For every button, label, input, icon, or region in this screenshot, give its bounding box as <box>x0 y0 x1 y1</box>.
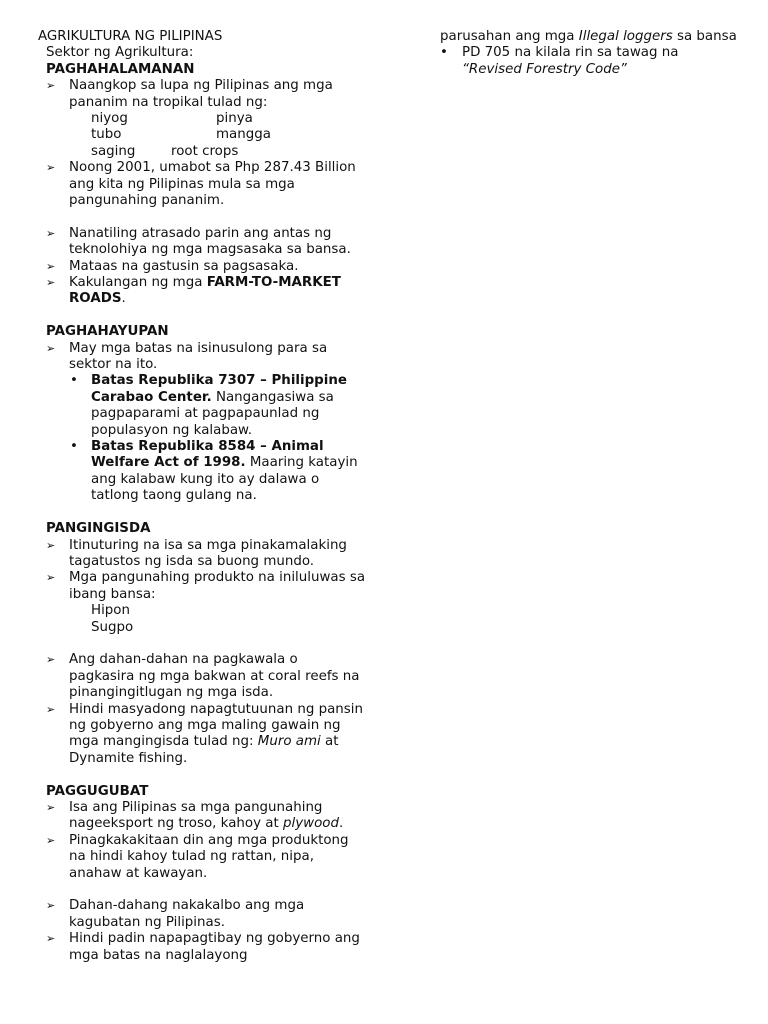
continued-text-italic: Illegal loggers <box>578 29 673 44</box>
list-item-italic-text: plywood <box>282 816 339 832</box>
product-name: Sugpo <box>91 619 134 635</box>
list-item <box>46 931 366 964</box>
heading-pangingisda: PANGINGISDA <box>46 521 151 537</box>
list-item-text: Itinuturing na isa sa mga pinakamalaking tagatustos ng isda sa buong mundo. <box>69 537 347 569</box>
arrow-bullet-icon: ➢ <box>46 833 56 847</box>
arrow-bullet-icon: ➢ <box>46 259 56 273</box>
list-item-text: Isa ang Pilipinas sa mga pangunahing nageeksport ng troso, kahoy at <box>69 799 323 832</box>
crop-name: niyog <box>91 111 128 127</box>
arrow-bullet-icon: ➢ <box>46 571 56 585</box>
list-item-italic-text: Muro ami <box>257 734 321 750</box>
list-item-text: Naangkop sa lupa ng Pilipinas ang mga pananim na tropikal tulad ng: <box>69 78 333 110</box>
law-description: Maaring katayin ang kalabaw kung ito ay dalawa o tatlong taong gulang na. <box>91 455 358 504</box>
heading-paggugubat: PAGGUGUBAT <box>46 783 149 799</box>
arrow-bullet-icon: ➢ <box>46 538 56 552</box>
section-subtitle: Sektor ng Agrikultura: <box>46 45 194 61</box>
list-item-text: Hindi padin napapagtibay ng gobyerno ang mga batas na naglalayong <box>69 931 360 963</box>
law-description: Nangangasiwa sa pagpaparami at pagpapaunlad ng populasyon ng kalabaw. <box>91 389 334 438</box>
right-column <box>440 29 740 78</box>
crop-row <box>46 127 366 143</box>
list-item <box>46 259 366 275</box>
arrow-bullet-icon: ➢ <box>46 161 56 175</box>
list-item-text: Mataas na gastusin sa pagsasaka. <box>69 258 299 274</box>
list-item <box>46 800 366 833</box>
list-item <box>46 275 366 308</box>
heading-paghahayupan: PAGHAHAYUPAN <box>46 324 169 340</box>
arrow-bullet-icon: ➢ <box>46 800 56 814</box>
list-subitem <box>440 45 740 78</box>
list-item <box>46 833 366 882</box>
list-item-text: . <box>121 291 126 307</box>
continued-text-part: sa bansa <box>672 29 737 44</box>
list-item <box>46 160 366 209</box>
arrow-bullet-icon: ➢ <box>46 702 56 716</box>
document-title: AGRIKULTURA NG PILIPINAS <box>38 29 223 44</box>
list-item-text: May mga batas na isinusulong para sa sektor na ito. <box>69 340 328 373</box>
list-item-text: Pinagkakakitaan din ang mga produktong na hindi kahoy tulad ng rattan, nipa, anahaw at kawayan. <box>69 832 349 881</box>
heading-paghahalamanan: PAGHAHALAMANAN <box>46 61 195 77</box>
list-item <box>46 341 366 374</box>
bullet-dot-icon: • <box>440 45 448 61</box>
arrow-bullet-icon: ➢ <box>46 276 56 290</box>
arrow-bullet-icon: ➢ <box>46 79 56 93</box>
list-item <box>46 538 366 571</box>
arrow-bullet-icon: ➢ <box>46 932 56 946</box>
list-item <box>46 78 366 111</box>
list-item-text: Mga pangunahing produkto na iniluluwas sa ibang bansa: <box>69 570 366 602</box>
list-item-text: Ang dahan-dahan na pagkawala o pagkasira ng mga bakwan at coral reefs na pinangingitlugan ng mga isda. <box>69 652 360 701</box>
list-subitem <box>46 439 366 505</box>
list-subitem <box>46 373 366 439</box>
law-title: Batas Republika 7307 – Philippine Carabao Center. <box>91 373 347 405</box>
arrow-bullet-icon: ➢ <box>46 899 56 913</box>
bullet-dot-icon: • <box>70 439 78 455</box>
product-name: Hipon <box>91 603 130 619</box>
list-item-text: PD 705 na kilala rin sa tawag na <box>462 45 679 61</box>
crop-name: tubo <box>91 127 122 143</box>
list-item <box>46 702 366 768</box>
crop-row <box>46 111 366 127</box>
bullet-dot-icon: • <box>70 373 78 389</box>
continued-text <box>440 29 740 45</box>
list-item <box>46 898 366 931</box>
list-item-text: at Dynamite fishing. <box>69 734 339 766</box>
list-item-bold-text: FARM-TO-MARKET ROADS <box>69 275 341 307</box>
crop-name: saging <box>91 143 136 159</box>
arrow-bullet-icon: ➢ <box>46 226 56 240</box>
crop-name: mangga <box>216 127 271 143</box>
crop-name: pinya <box>216 111 253 127</box>
list-item-text: . <box>338 816 344 832</box>
list-item-text: Noong 2001, umabot sa Php 287.43 Billion ang kita ng Pilipinas mula sa mga pangunahing pananim. <box>69 160 356 209</box>
list-item <box>46 652 366 701</box>
list-item-text: Nanatiling atrasado parin ang antas ng teknolohiya ng mga magsasaka sa bansa. <box>69 225 351 258</box>
arrow-bullet-icon: ➢ <box>46 653 56 667</box>
list-item-italic-text: “Revised Forestry Code” <box>462 61 627 77</box>
arrow-bullet-icon: ➢ <box>46 341 56 355</box>
crop-row <box>46 144 366 160</box>
law-title: Batas Republika 8584 – Animal Welfare Act of 1998. <box>91 439 324 471</box>
crop-name: root crops <box>171 143 239 159</box>
list-item-text: Dahan-dahang nakakalbo ang mga kagubatan ng Pilipinas. <box>69 898 305 930</box>
continued-text-part: parusahan ang mga <box>440 29 579 44</box>
left-column <box>38 29 366 964</box>
list-item <box>46 570 366 603</box>
list-item <box>46 226 366 259</box>
list-item-text: Hindi masyadong napagtutuunan ng pansin ng gobyerno ang mga maling gawain ng mga mangingisda tulad ng: <box>69 701 363 750</box>
list-item-text: Kakulangan ng mga <box>69 275 207 291</box>
